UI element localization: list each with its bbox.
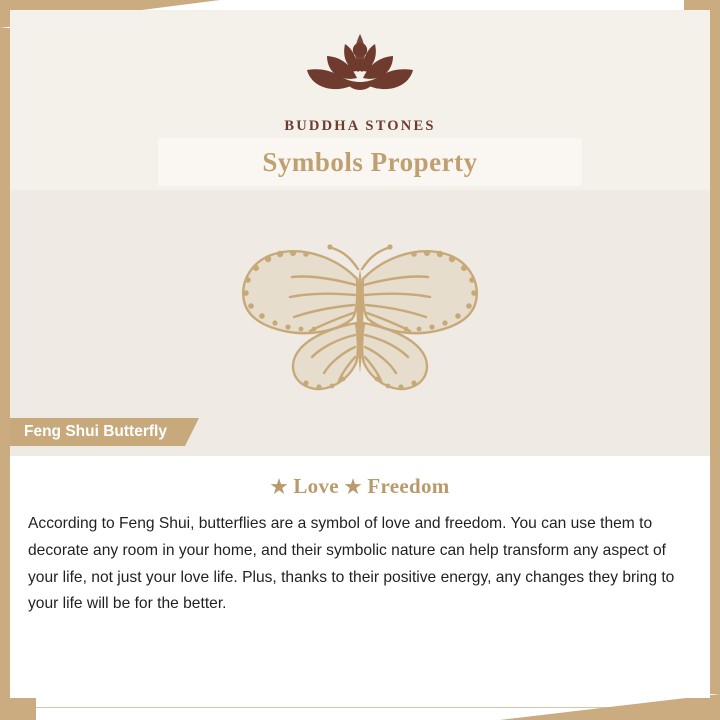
lotus-meditation-icon <box>285 28 435 114</box>
section-title-bar <box>158 138 582 186</box>
butterfly-illustration <box>200 223 520 423</box>
content-card <box>10 10 710 698</box>
subheading-word-two: Freedom <box>367 474 450 498</box>
brand-logo-block <box>10 28 710 135</box>
body-paragraph: According to Feng Shui, butterflies are a symbol of love and freedom. You can use them to decorate any room in your home, and their symbolic nature can help transform any aspect of your life, not just your love life. Plus, thanks to their positive energy, any changes they bring to your life will be for the better. <box>28 515 675 613</box>
brand-name: BUDDHA STONES <box>284 118 436 134</box>
subheading-word-one: Love <box>293 474 339 498</box>
frame-edge-left <box>0 28 10 694</box>
subheading <box>10 456 710 499</box>
ribbon-label-text: Feng Shui Butterfly <box>24 423 167 440</box>
description-panel <box>10 456 710 698</box>
page-title: Symbols Property <box>262 146 478 177</box>
star-icon-left: ★ <box>270 477 288 498</box>
ribbon-label <box>10 418 185 446</box>
hero-image-area <box>10 190 710 456</box>
star-icon-middle: ★ <box>344 477 362 498</box>
ribbon-tail <box>185 418 199 446</box>
frame-edge-right <box>710 28 720 694</box>
